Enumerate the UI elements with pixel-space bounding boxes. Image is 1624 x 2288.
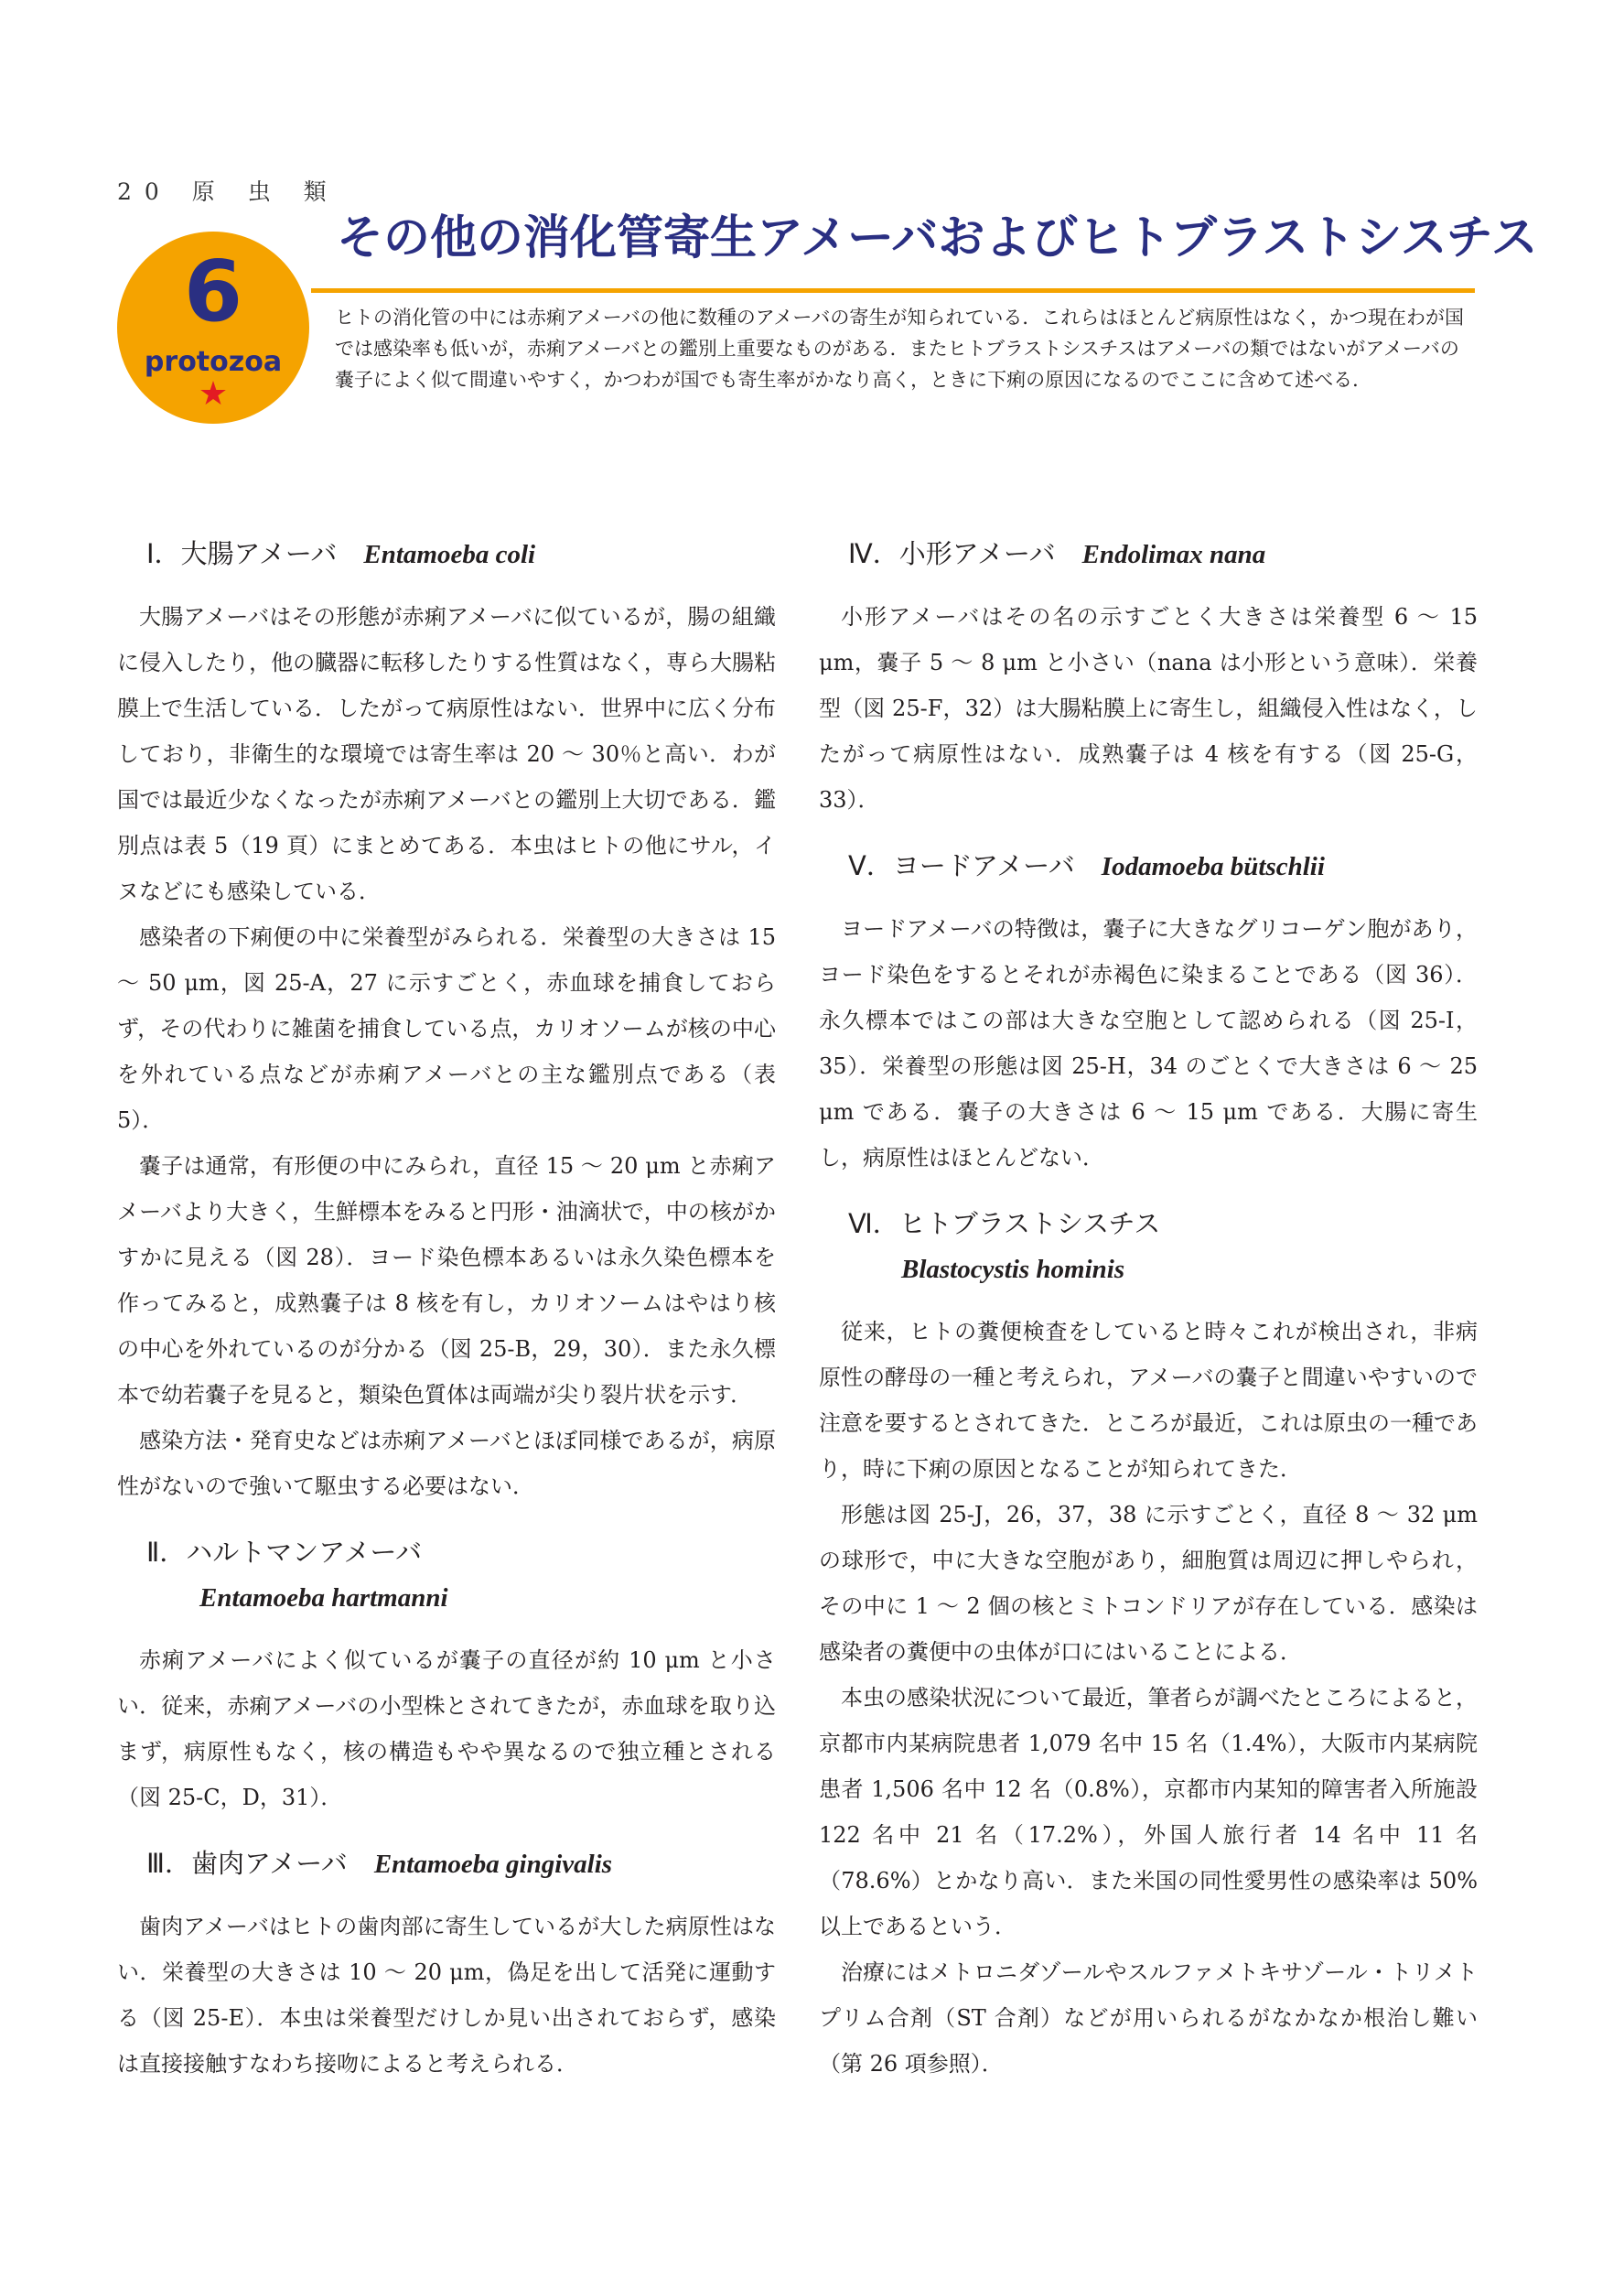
paragraph: 嚢子は通常，有形便の中にみられ，直径 15 ～ 20 μm と赤痢アメーバより大きく，生鮮標本をみると円形・油滴状で，中の核がかすかに見える（図 28）．ヨード染色標本あるいは永久染色標本を作ってみると，成熟嚢子は 8 核を有し，カリオソームはやはり核の中心を外れているのが分かる（図 25-B，29，30）．また永久標本で幼若嚢子を見ると，類染色質体は両端が尖り裂片状を示す． bbox=[117, 1153, 776, 1408]
section-title: Ⅳ．小形アメーバ bbox=[848, 538, 1056, 569]
section-title: Ⅰ．大腸アメーバ bbox=[146, 538, 338, 569]
section-heading bbox=[819, 531, 1478, 577]
section-scientific-name: Blastocystis hominis bbox=[901, 1255, 1125, 1284]
paragraph: 歯肉アメーバはヒトの歯肉部に寄生しているが大した病原性はない．栄養型の大きさは 10 ～ 20 μm，偽足を出して活発に運動する（図 25-E）．本虫は栄養型だけしか見い出されておらず，感染は直接接触すなわち接吻によると考えられる． bbox=[117, 1914, 776, 2077]
section-title: Ⅴ．ヨードアメーバ bbox=[848, 850, 1075, 881]
paragraph: ヨードアメーバの特徴は，嚢子に大きなグリコーゲン胞があり，ヨード染色をするとそれが赤褐色に染まることである（図 36）．永久標本ではこの部は大きな空胞として認められる（図 25-I，35）．栄養型の形態は図 25-H，34 のごとくで大きさは 6 ～ 25 μm である．嚢子の大きさは 6 ～ 15 μm である．大腸に寄生し，病原性はほとんどない． bbox=[819, 916, 1478, 1171]
paragraph: 従来，ヒトの糞便検査をしていると時々これが検出され，非病原性の酵母の一種と考えられ，アメーバの嚢子と間違いやすいので注意を要するとされてきた．ところが最近，これは原虫の一種であり，時に下痢の原因となることが知られてきた． bbox=[819, 1319, 1478, 1482]
section-title: Ⅱ．ハルトマンアメーバ bbox=[146, 1537, 423, 1568]
paragraph: 感染者の下痢便の中に栄養型がみられる．栄養型の大きさは 15 ～ 50 μm，図 25-A，27 に示すごとく，赤血球を捕食しておらず，その代わりに雑菌を捕食している点，カリオソームが核の中心を外れている点などが赤痢アメーバとの主な鑑別点である（表 5）． bbox=[117, 924, 776, 1133]
chapter-title: その他の消化管寄生アメーバおよびヒトブラストシスチス bbox=[337, 211, 1538, 265]
paragraph: 本虫の感染状況について最近，筆者らが調べたところによると，京都市内某病院患者 1,079 名中 15 名（1.4%），大阪市内某病院患者 1,506 名中 12 名（0.8%），京都市内某知的障害者入所施設 122 名中 21 名（17.2%），外国人旅行者 14 名中 11 名（78.6%）とかなり高い．また米国の同性愛男性の感染率は 50%以上であるという． bbox=[819, 1685, 1478, 1939]
title-rule bbox=[311, 288, 1475, 293]
section-title: Ⅲ．歯肉アメーバ bbox=[146, 1848, 348, 1879]
section-heading bbox=[117, 1840, 776, 1887]
chapter-badge bbox=[117, 232, 309, 424]
section-heading bbox=[819, 843, 1478, 890]
section-scientific-name: Endolimax nana bbox=[1081, 540, 1266, 569]
paragraph: 赤痢アメーバによく似ているが嚢子の直径が約 10 μm と小さい．従来，赤痢アメーバの小型株とされてきたが，赤血球を取り込まず，病原性もなく，核の構造もやや異なるので独立種とされる（図 25-C，D，31）． bbox=[117, 1647, 776, 1810]
left-column bbox=[117, 531, 776, 2087]
section-heading bbox=[819, 1201, 1478, 1292]
running-head: 20 原 虫 類 bbox=[117, 178, 339, 205]
paragraph: 形態は図 25-J，26，37，38 に示すごとく，直径 8 ～ 32 μm の球形で，中に大きな空胞があり，細胞質は周辺に押しやられ，その中に 1 ～ 2 個の核とミトコンドリアが存在している．感染は感染者の糞便中の虫体が口にはいることによる． bbox=[819, 1502, 1478, 1665]
section-scientific-name: Entamoeba coli bbox=[363, 540, 536, 569]
section-title: Ⅵ．ヒトブラストシスチス bbox=[848, 1208, 1161, 1239]
section-heading bbox=[117, 1529, 776, 1621]
paragraph: 小形アメーバはその名の示すごとく大きさは栄養型 6 ～ 15 μm，嚢子 5 ～ 8 μm と小さい（nana は小形という意味）．栄養型（図 25-F，32）は大腸粘膜上に寄生し，組織侵入性はなく，したがって病原性はない．成熟嚢子は 4 核を有する（図 25-G，33）． bbox=[819, 604, 1478, 813]
section-heading bbox=[117, 531, 776, 577]
badge-number: 6 bbox=[183, 243, 242, 340]
section-scientific-name: Entamoeba gingivalis bbox=[373, 1850, 613, 1879]
right-column bbox=[819, 531, 1478, 2087]
section-scientific-name: Iodamoeba bütschlii bbox=[1101, 852, 1325, 881]
intro-paragraph: ヒトの消化管の中には赤痢アメーバの他に数種のアメーバの寄生が知られている．これらはほとんど病原性はなく，かつ現在わが国では感染率も低いが，赤痢アメーバとの鑑別上重要なものがある．またヒトブラストシスチスはアメーバの類ではないがアメーバの嚢子によく似て間違いやすく，かつわが国でも寄生率がかなり高く，ときに下痢の原因になるのでここに含めて述べる． bbox=[335, 307, 1464, 391]
section-scientific-name: Entamoeba hartmanni bbox=[199, 1583, 448, 1613]
paragraph: 治療にはメトロニダゾールやスルファメトキサゾール・トリメトプリム合剤（ST 合剤）などが用いられるがなかなか根治し難い（第 26 項参照）． bbox=[819, 1959, 1478, 2077]
paragraph: 感染方法・発育史などは赤痢アメーバとほぼ同様であるが，病原性がないので強いて駆虫する必要はない． bbox=[117, 1428, 776, 1499]
paragraph: 大腸アメーバはその形態が赤痢アメーバに似ているが，腸の組織に侵入したり，他の臓器に転移したりする性質はなく，専ら大腸粘膜上で生活している．したがって病原性はない．世界中に広く分布しており，非衛生的な環境では寄生率は 20 ～ 30％と高い．わが国では最近少なくなったが赤痢アメーバとの鑑別上大切である．鑑別点は表 5（19 頁）にまとめてある．本虫はヒトの他にサル，イヌなどにも感染している． bbox=[117, 604, 776, 904]
star-icon: ★ bbox=[198, 375, 229, 413]
badge-word: protozoa bbox=[144, 346, 283, 378]
